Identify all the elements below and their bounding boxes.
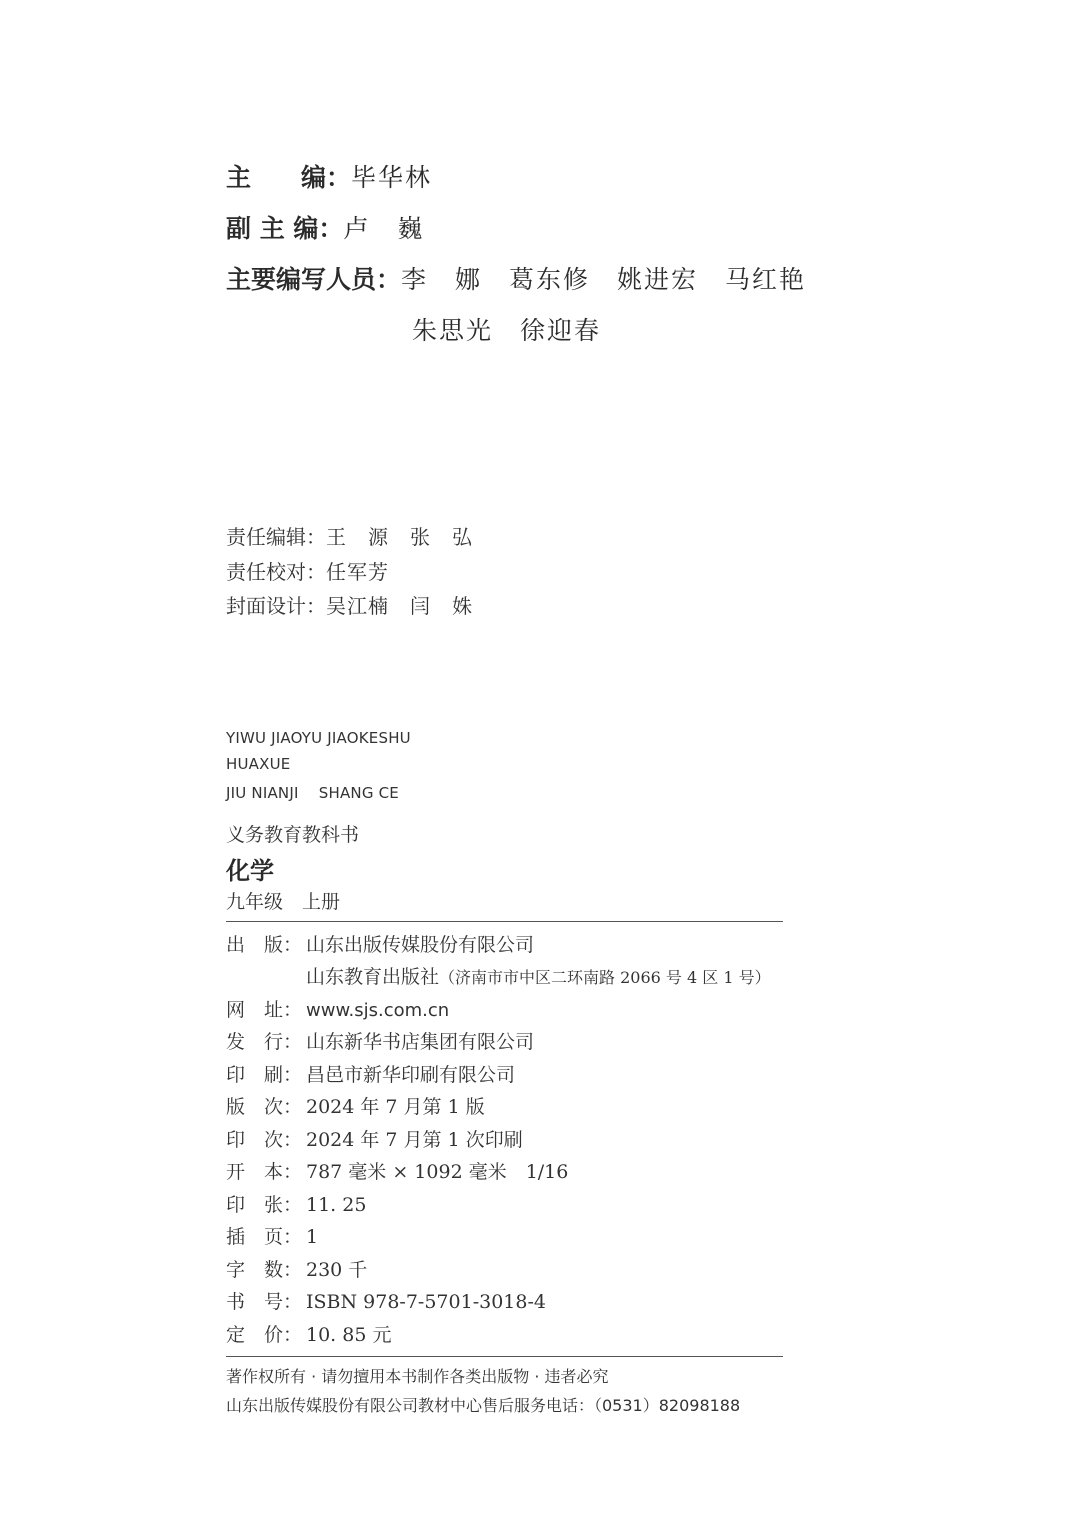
writers-label: 主要编写人员：	[226, 265, 402, 294]
responsible-editor-row	[226, 521, 473, 550]
price-label: 定 价：	[226, 1324, 303, 1346]
imprint-website	[226, 995, 449, 1025]
chief-editor-row	[226, 158, 432, 194]
series-title: 义务教育教科书	[226, 824, 360, 846]
writers-row	[226, 260, 806, 296]
deputy-editor-row	[226, 209, 424, 245]
publisher-value: 山东出版传媒股份有限公司	[306, 934, 535, 956]
isbn-label: 书 号：	[226, 1291, 303, 1313]
divider-top	[226, 921, 783, 922]
publisher2-address: （济南市市中区二环南路 2066 号 4 区 1 号）	[439, 968, 771, 987]
imprint-printer	[226, 1060, 515, 1090]
proofreader-row	[226, 556, 389, 585]
imprint-sheets	[226, 1190, 366, 1220]
imprint-plates	[226, 1222, 318, 1252]
distributor-value: 山东新华书店集团有限公司	[306, 1031, 535, 1053]
plates-value: 1	[306, 1226, 319, 1248]
plates-label: 插 页：	[226, 1226, 303, 1248]
chief-editor-names: 毕华林	[351, 163, 433, 192]
printer-value: 昌邑市新华印刷有限公司	[306, 1064, 516, 1086]
service-phone: 山东出版传媒股份有限公司教材中心售后服务电话：（0531）82098188	[226, 1396, 741, 1415]
imprint-format	[226, 1157, 568, 1187]
imprint-publisher2	[306, 962, 771, 992]
isbn-value: ISBN 978-7-5701-3018-4	[306, 1291, 546, 1313]
subject-title: 化学	[226, 857, 274, 885]
proofreader-label: 责任校对：	[226, 560, 326, 584]
website-label: 网 址：	[226, 999, 303, 1021]
writers-names-line2: 朱思光 徐迎春	[412, 316, 602, 345]
imprint-price	[226, 1320, 391, 1350]
responsible-editor-label: 责任编辑：	[226, 525, 326, 549]
responsible-editor-value: 王 源 张 弘	[326, 525, 473, 549]
format-value: 787 毫米 × 1092 毫米 1/16	[306, 1161, 569, 1183]
publisher-label: 出 版：	[226, 934, 303, 956]
publisher2-value: 山东教育出版社	[306, 966, 440, 988]
pinyin-line-1: YIWU JIAOYU JIAOKESHU	[226, 729, 411, 747]
word-count-label: 字 数：	[226, 1259, 303, 1281]
word-count-value: 230 千	[306, 1259, 368, 1281]
imprint-publisher	[226, 930, 534, 960]
writers-names-line1: 李 娜 葛东修 姚进宏 马红艳	[401, 265, 807, 294]
deputy-editor-label: 副 主 编：	[226, 214, 344, 243]
price-value: 10. 85 元	[306, 1324, 392, 1346]
grade-volume: 九年级 上册	[226, 891, 341, 913]
sheets-value: 11. 25	[306, 1194, 367, 1216]
pinyin-line-3: JIU NIANJI SHANG CE	[226, 784, 399, 802]
sheets-label: 印 张：	[226, 1194, 303, 1216]
imprint-word-count	[226, 1255, 367, 1285]
divider-bottom	[226, 1356, 783, 1357]
printing-value: 2024 年 7 月第 1 次印刷	[306, 1129, 523, 1151]
copyright-notice: 著作权所有 · 请勿擅用本书制作各类出版物 · 违者必究	[226, 1367, 609, 1386]
printer-label: 印 刷：	[226, 1064, 303, 1086]
edition-label: 版 次：	[226, 1096, 303, 1118]
website-value: www.sjs.com.cn	[306, 1000, 450, 1021]
imprint-distributor	[226, 1027, 534, 1057]
cover-design-value: 吴江楠 闫 姝	[326, 594, 473, 618]
cover-design-label: 封面设计：	[226, 594, 326, 618]
imprint-edition	[226, 1092, 485, 1122]
pinyin-line-2: HUAXUE	[226, 755, 291, 773]
cover-design-row	[226, 590, 473, 619]
proofreader-value: 任军芳	[326, 560, 389, 584]
chief-editor-label: 主 编：	[226, 163, 352, 192]
deputy-editor-names: 卢 巍	[343, 214, 425, 243]
distributor-label: 发 行：	[226, 1031, 303, 1053]
imprint-printing	[226, 1125, 523, 1155]
imprint-isbn	[226, 1287, 546, 1317]
format-label: 开 本：	[226, 1161, 303, 1183]
printing-label: 印 次：	[226, 1129, 303, 1151]
edition-value: 2024 年 7 月第 1 版	[306, 1096, 485, 1118]
